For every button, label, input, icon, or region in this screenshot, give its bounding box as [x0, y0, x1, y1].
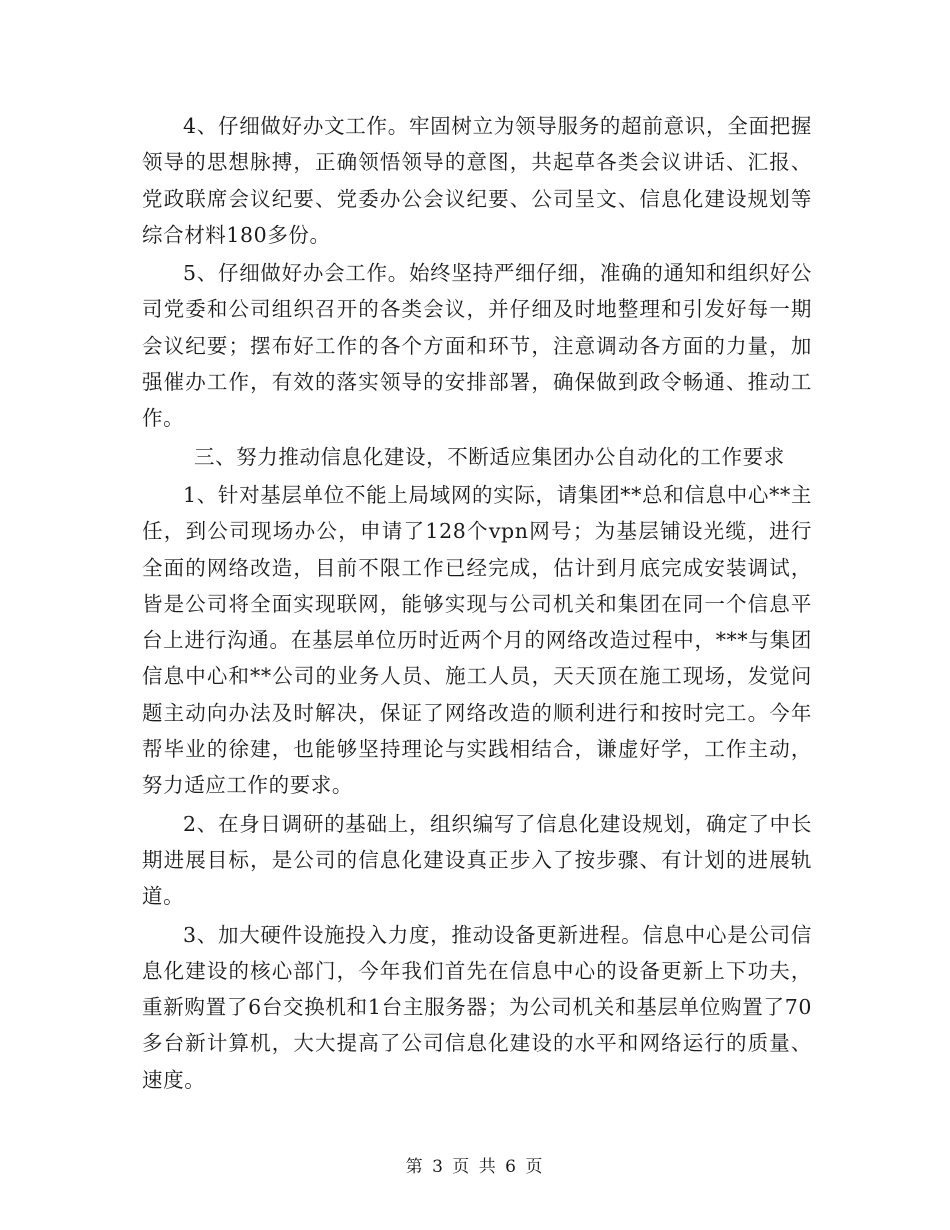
paragraph-item-2-planning: 2、在身日调研的基础上，组织编写了信息化建设规划，确定了中长期进展目标，是公司的信息化建设真正步入了按步骤、有计划的进展轨道。: [142, 811, 812, 909]
section-heading-informatization: 三、努力推动信息化建设，不断适应集团办公自动化的工作要求: [194, 444, 785, 469]
paragraph-item-4-document-drafting: 4、仔细做好办文工作。牢固树立为领导服务的超前意识，全面把握领导的思想脉搏，正确领悟领导的意图，共起草各类会议讲话、汇报、党政联席会议纪要、党委办公会议纪要、公司呈文、信息化建设规划等综合材料180多份。: [142, 114, 812, 247]
paragraph-item-3-hardware: 3、加大硬件设施投入力度，推动设备更新进程。信息中心是公司信息化建设的核心部门，今年我们首先在信息中心的设备更新上下功夫，重新购置了6台交换机和1台主服务器；为公司机关和基层单位购置了70多台新计算机，大大提高了公司信息化建设的水平和网络运行的质量、速度。: [142, 922, 812, 1092]
document-body: [142, 108, 812, 1100]
paragraph-item-5-meeting-work: 5、仔细做好办会工作。始终坚持严细仔细，准确的通知和组织好公司党委和公司组织召开的各类会议，并仔细及时地整理和引发好每一期会议纪要；摆布好工作的各个方面和环节，注意调动各方面的力量，加强催办工作，有效的落实领导的安排部署，确保做到政令畅通、推动工作。: [142, 261, 812, 431]
page-number-footer: 第 3 页 共 6 页: [405, 1157, 545, 1177]
paragraph-item-1-network-upgrade: 1、针对基层单位不能上局域网的实际，请集团**总和信息中心**主任，到公司现场办公，申请了128个vpn网号；为基层铺设光缆，进行全面的网络改造，目前不限工作已经完成，估计到月底完成安装调试，皆是公司将全面实现联网，能够实现与公司机关和集团在同一个信息平台上进行沟通。在基层单位历时近两个月的网络改造过程中，***与集团信息中心和**公司的业务人员、施工人员，天天顶在施工现场，发觉问题主动向办法及时解决，保证了网络改造的顺利进行和按时完工。今年帮毕业的徐建，也能够坚持理论与实践相结合，谦虚好学，工作主动，努力适应工作的要求。: [142, 482, 812, 798]
